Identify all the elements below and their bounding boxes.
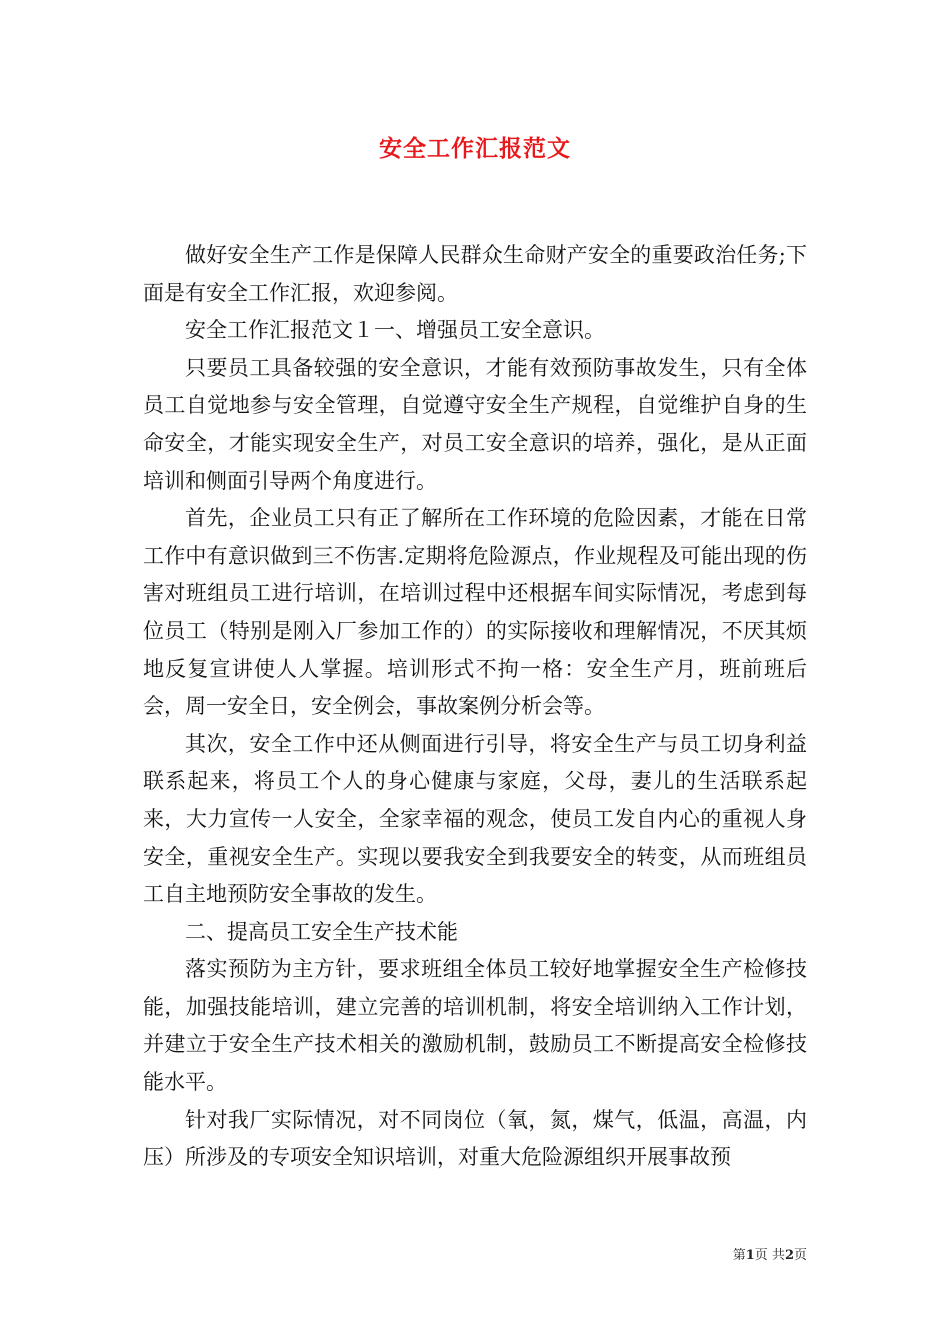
paragraph-second: 其次，安全工作中还从侧面进行引导，将安全生产与员工切身利益联系起来，将员工个人的身心健康与家庭，父母，妻儿的生活联系起来，大力宣传一人安全，全家幸福的观念，使员工发自内心的重视人身安全，重视安全生产。实现以要我安全到我要安全的转变，从而班组员工自主地预防安全事故的发生。 [143,731,807,907]
paragraph-section-2-heading: 二、提高员工安全生产技术能 [185,919,458,944]
paragraph-first: 首先，企业员工只有正了解所在工作环境的危险因素，才能在日常工作中有意识做到三不伤害.定期将危险源点，作业规程及可能出现的伤害对班组员工进行培训，在培训过程中还根据车间实际情况，考虑到每位员工（特别是刚入厂参加工作的）的实际接收和理解情况，不厌其烦地反复宣讲使人人掌握。培训形式不拘一格：安全生产月，班前班后会，周一安全日，安全例会，事故案例分析会等。 [143,506,807,719]
footer-middle: 页 共 [754,1248,785,1263]
page-number-footer [733,1247,807,1265]
document-body [143,237,807,1177]
footer-suffix: 页 [793,1248,807,1263]
document-title: 安全工作汇报范文 [379,135,571,162]
footer-current-page: 1 [745,1248,755,1263]
paragraph-section-1-heading: 安全工作汇报范文１一、增强员工安全意识。 [185,318,605,343]
footer-total-pages: 2 [784,1248,794,1263]
paragraph-prevention: 落实预防为主方针，要求班组全体员工较好地掌握安全生产检修技能，加强技能培训，建立完善的培训机制，将安全培训纳入工作计划，并建立于安全生产技术相关的激励机制，鼓励员工不断提高安全检修技能水平。 [143,957,807,1095]
paragraph-intro: 做好安全生产工作是保障人民群众生命财产安全的重要政治任务;下面是有安全工作汇报，欢迎参阅。 [143,243,807,305]
paragraph-training: 针对我厂实际情况，对不同岗位（氧，氮，煤气，低温，高温，内压）所涉及的专项安全知识培训，对重大危险源组织开展事故预 [143,1107,807,1170]
footer-prefix: 第 [732,1248,746,1263]
paragraph-safety-awareness: 只要员工具备较强的安全意识，才能有效预防事故发生，只有全体员工自觉地参与安全管理，自觉遵守安全生产规程，自觉维护自身的生命安全，才能实现安全生产，对员工安全意识的培养，强化，是从正面培训和侧面引导两个角度进行。 [143,355,807,493]
